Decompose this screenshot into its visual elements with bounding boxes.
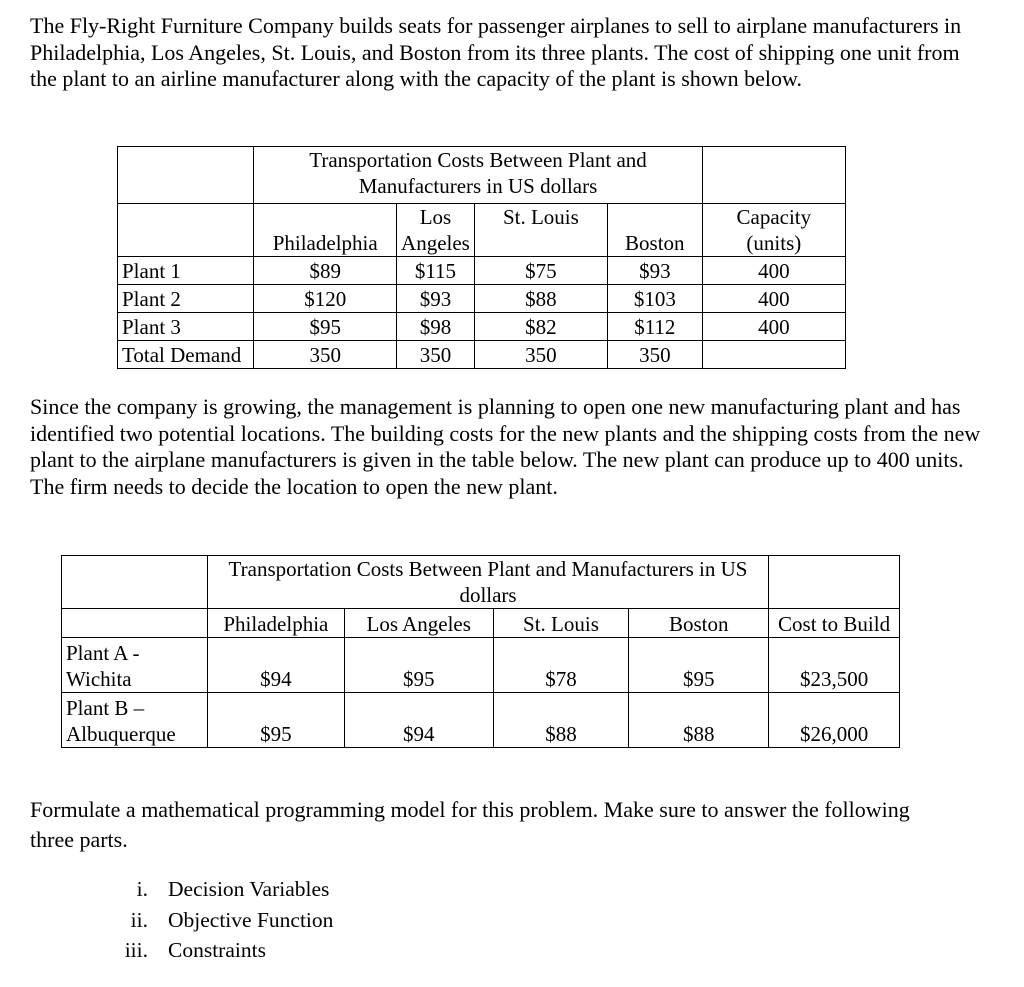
table1-header: Transportation Costs Between Plant and Manufacturers in US dollars bbox=[254, 147, 702, 204]
col-header-st-louis: St. Louis bbox=[493, 609, 629, 638]
cell: $75 bbox=[474, 257, 607, 285]
parts-list bbox=[100, 874, 333, 966]
list-item bbox=[100, 905, 333, 936]
cell: $112 bbox=[607, 313, 702, 341]
cell: $98 bbox=[397, 313, 475, 341]
cell: 400 bbox=[702, 313, 845, 341]
cell: $94 bbox=[344, 693, 493, 748]
table-row bbox=[118, 285, 846, 313]
cell bbox=[702, 341, 845, 369]
cell: $93 bbox=[607, 257, 702, 285]
formulate-paragraph: Formulate a mathematical programming model for this problem. Make sure to answer the following three parts. bbox=[30, 797, 910, 852]
list-text: Constraints bbox=[168, 938, 266, 962]
empty-cell bbox=[769, 556, 900, 609]
table-row bbox=[62, 693, 900, 748]
cell: $88 bbox=[474, 285, 607, 313]
row-label: Plant 2 bbox=[118, 285, 254, 313]
cell: 400 bbox=[702, 257, 845, 285]
col-header-los-angeles: Los Angeles bbox=[344, 609, 493, 638]
col-header-philadelphia: Philadelphia bbox=[254, 204, 397, 257]
col-header-philadelphia: Philadelphia bbox=[207, 609, 344, 638]
col-header-los-angeles: Los Angeles bbox=[397, 204, 475, 257]
cell: $88 bbox=[629, 693, 769, 748]
cell: $23,500 bbox=[769, 638, 900, 693]
cell: $95 bbox=[629, 638, 769, 693]
col-header-cost-to-build: Cost to Build bbox=[769, 609, 900, 638]
col-header-st-louis: St. Louis bbox=[474, 204, 607, 257]
row-label: Plant B – Albuquerque bbox=[62, 693, 208, 748]
list-text: Decision Variables bbox=[168, 877, 330, 901]
row-label: Plant A - Wichita bbox=[62, 638, 208, 693]
col-header-boston: Boston bbox=[629, 609, 769, 638]
growth-paragraph: Since the company is growing, the management is planning to open one new manufacturing plant and has identified two potential locations. The building costs for the new plants and the shipping costs from the new plant to the airplane manufacturers is given in the table below. The new plant can produce up to 400 units. The firm needs to decide the location to open the new plant. bbox=[30, 394, 981, 499]
table2-header: Transportation Costs Between Plant and Manufacturers in US dollars bbox=[207, 556, 768, 609]
list-number: iii. bbox=[124, 938, 148, 962]
list-number: i. bbox=[136, 877, 148, 901]
list-text: Objective Function bbox=[168, 907, 334, 932]
cell: $95 bbox=[254, 313, 397, 341]
list-item bbox=[100, 935, 333, 966]
cell: 400 bbox=[702, 285, 845, 313]
cell: $103 bbox=[607, 285, 702, 313]
cell: $88 bbox=[493, 693, 629, 748]
table-row bbox=[118, 341, 846, 369]
cell: $78 bbox=[493, 638, 629, 693]
empty-cell bbox=[702, 147, 845, 204]
cell: 350 bbox=[474, 341, 607, 369]
table-row bbox=[62, 638, 900, 693]
cell: 350 bbox=[254, 341, 397, 369]
table-row bbox=[118, 257, 846, 285]
cell: $89 bbox=[254, 257, 397, 285]
cell: $26,000 bbox=[769, 693, 900, 748]
empty-cell bbox=[62, 609, 208, 638]
cell: $115 bbox=[397, 257, 475, 285]
col-header-boston: Boston bbox=[607, 204, 702, 257]
corner-cell bbox=[62, 556, 208, 609]
table-row bbox=[118, 313, 846, 341]
corner-cell bbox=[118, 147, 254, 204]
list-item bbox=[100, 874, 333, 905]
intro-paragraph: The Fly-Right Furniture Company builds seats for passenger airplanes to sell to airplane manufacturers in Philadelphia, Los Angeles, St. Louis, and Boston from its three plants. The cost of shipping one unit from the plant to an airline manufacturer along with the capacity of the plant is shown below. bbox=[30, 13, 962, 91]
cell: $93 bbox=[397, 285, 475, 313]
row-label: Total Demand bbox=[118, 341, 254, 369]
cell: $95 bbox=[207, 693, 344, 748]
cell: $120 bbox=[254, 285, 397, 313]
row-label: Plant 3 bbox=[118, 313, 254, 341]
cell: 350 bbox=[607, 341, 702, 369]
cell: 350 bbox=[397, 341, 475, 369]
new-plant-cost-table bbox=[61, 555, 900, 748]
col-header-capacity: Capacity (units) bbox=[702, 204, 845, 257]
cell: $82 bbox=[474, 313, 607, 341]
cell: $94 bbox=[207, 638, 344, 693]
cell: $95 bbox=[344, 638, 493, 693]
list-number: ii. bbox=[130, 907, 148, 932]
empty-cell bbox=[118, 204, 254, 257]
row-label: Plant 1 bbox=[118, 257, 254, 285]
plant-cost-table bbox=[117, 146, 846, 369]
